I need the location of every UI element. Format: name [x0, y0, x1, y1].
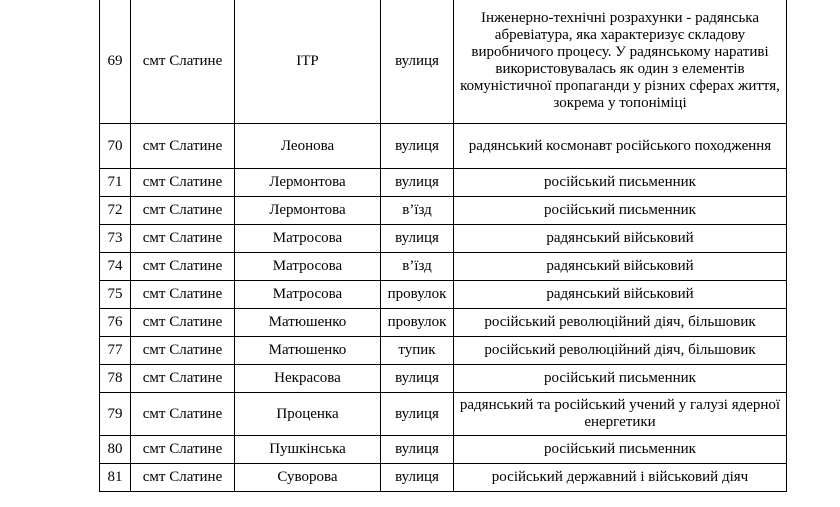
street-name-cell: Леонова [235, 124, 381, 169]
object-type-cell: тупик [381, 337, 454, 365]
table-row [100, 281, 787, 309]
table-row [100, 309, 787, 337]
settlement-cell: смт Слатине [131, 281, 235, 309]
settlement-cell: смт Слатине [131, 225, 235, 253]
table-row [100, 393, 787, 436]
street-name-cell: Матросова [235, 253, 381, 281]
settlement-cell: смт Слатине [131, 197, 235, 225]
settlement-cell: смт Слатине [131, 436, 235, 464]
street-name-cell: Матросова [235, 225, 381, 253]
street-name-cell: Пушкінська [235, 436, 381, 464]
object-type-cell: провулок [381, 309, 454, 337]
toponym-table [99, 0, 787, 492]
settlement-cell: смт Слатине [131, 365, 235, 393]
description-cell: російський письменник [454, 169, 787, 197]
street-name-cell: Матросова [235, 281, 381, 309]
object-type-cell: в’їзд [381, 197, 454, 225]
object-type-cell: провулок [381, 281, 454, 309]
table-row [100, 464, 787, 492]
object-type-cell: вулиця [381, 436, 454, 464]
object-type-cell: вулиця [381, 225, 454, 253]
description-cell: російський письменник [454, 365, 787, 393]
settlement-cell: смт Слатине [131, 124, 235, 169]
row-number-cell: 79 [100, 393, 131, 436]
description-cell: російський революційний діяч, більшовик [454, 309, 787, 337]
street-name-cell: Матюшенко [235, 337, 381, 365]
row-number-cell: 81 [100, 464, 131, 492]
description-cell: радянський космонавт російського походження [454, 124, 787, 169]
description-cell: радянський військовий [454, 281, 787, 309]
row-number-cell: 74 [100, 253, 131, 281]
object-type-cell: вулиця [381, 365, 454, 393]
row-number-cell: 80 [100, 436, 131, 464]
table-row [100, 197, 787, 225]
table-row [100, 124, 787, 169]
street-name-cell: Лермонтова [235, 169, 381, 197]
row-number-cell: 77 [100, 337, 131, 365]
row-number-cell: 71 [100, 169, 131, 197]
settlement-cell: смт Слатине [131, 0, 235, 124]
table-row [100, 169, 787, 197]
settlement-cell: смт Слатине [131, 393, 235, 436]
description-cell: радянський військовий [454, 253, 787, 281]
description-cell: російський революційний діяч, більшовик [454, 337, 787, 365]
description-cell: Інженерно-технічні розрахунки - радянська абревіатура, яка характеризує складову виробничого процесу. У радянському наративі використовувалась як один з елементів комуністичної пропаганди у різних сферах життя, зокрема у топоніміці [454, 0, 787, 124]
description-cell: російський письменник [454, 436, 787, 464]
description-cell: радянський військовий [454, 225, 787, 253]
table-row [100, 0, 787, 124]
table-row [100, 253, 787, 281]
street-name-cell: Некрасова [235, 365, 381, 393]
row-number-cell: 78 [100, 365, 131, 393]
settlement-cell: смт Слатине [131, 337, 235, 365]
table-row [100, 436, 787, 464]
row-number-cell: 72 [100, 197, 131, 225]
table-row [100, 337, 787, 365]
street-name-cell: Лермонтова [235, 197, 381, 225]
object-type-cell: в’їзд [381, 253, 454, 281]
object-type-cell: вулиця [381, 124, 454, 169]
table-row [100, 225, 787, 253]
row-number-cell: 75 [100, 281, 131, 309]
settlement-cell: смт Слатине [131, 309, 235, 337]
row-number-cell: 76 [100, 309, 131, 337]
street-name-cell: Проценка [235, 393, 381, 436]
description-cell: радянський та російський учений у галузі ядерної енергетики [454, 393, 787, 436]
object-type-cell: вулиця [381, 0, 454, 124]
street-name-cell: Суворова [235, 464, 381, 492]
object-type-cell: вулиця [381, 393, 454, 436]
settlement-cell: смт Слатине [131, 169, 235, 197]
settlement-cell: смт Слатине [131, 253, 235, 281]
street-name-cell: Матюшенко [235, 309, 381, 337]
street-name-cell: ІТР [235, 0, 381, 124]
row-number-cell: 69 [100, 0, 131, 124]
object-type-cell: вулиця [381, 169, 454, 197]
table-row [100, 365, 787, 393]
description-cell: російський письменник [454, 197, 787, 225]
settlement-cell: смт Слатине [131, 464, 235, 492]
row-number-cell: 70 [100, 124, 131, 169]
row-number-cell: 73 [100, 225, 131, 253]
object-type-cell: вулиця [381, 464, 454, 492]
description-cell: російський державний і військовий діяч [454, 464, 787, 492]
